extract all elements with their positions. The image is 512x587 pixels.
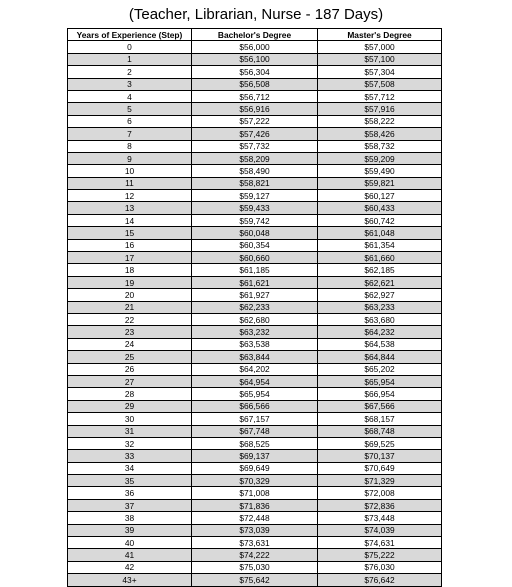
table-row <box>68 227 442 239</box>
bachelors-salary-cell: $60,354 <box>192 239 318 251</box>
table-row <box>68 152 442 164</box>
bachelors-salary-cell: $65,954 <box>192 388 318 400</box>
table-header-row <box>68 29 442 41</box>
masters-salary-cell: $74,039 <box>318 524 442 536</box>
masters-salary-cell: $60,433 <box>318 202 442 214</box>
table-row <box>68 202 442 214</box>
step-cell: 9 <box>68 152 192 164</box>
step-cell: 38 <box>68 512 192 524</box>
bachelors-salary-cell: $70,329 <box>192 475 318 487</box>
bachelors-salary-cell: $61,621 <box>192 276 318 288</box>
table-row <box>68 561 442 573</box>
masters-salary-cell: $59,490 <box>318 165 442 177</box>
masters-salary-cell: $63,233 <box>318 301 442 313</box>
masters-salary-cell: $70,649 <box>318 462 442 474</box>
table-row <box>68 165 442 177</box>
bachelors-salary-cell: $58,490 <box>192 165 318 177</box>
table-row <box>68 66 442 78</box>
masters-salary-cell: $62,621 <box>318 276 442 288</box>
masters-salary-cell: $64,232 <box>318 326 442 338</box>
step-cell: 20 <box>68 289 192 301</box>
table-row <box>68 41 442 53</box>
bachelors-salary-cell: $62,680 <box>192 313 318 325</box>
bachelors-salary-cell: $69,137 <box>192 450 318 462</box>
bachelors-salary-cell: $56,508 <box>192 78 318 90</box>
masters-salary-cell: $58,426 <box>318 128 442 140</box>
step-cell: 39 <box>68 524 192 536</box>
table-row <box>68 437 442 449</box>
table-row <box>68 524 442 536</box>
masters-salary-cell: $75,222 <box>318 549 442 561</box>
step-cell: 1 <box>68 53 192 65</box>
bachelors-salary-cell: $58,209 <box>192 152 318 164</box>
table-row <box>68 549 442 561</box>
masters-salary-cell: $74,631 <box>318 537 442 549</box>
bachelors-salary-cell: $56,000 <box>192 41 318 53</box>
step-cell: 43+ <box>68 574 192 586</box>
step-cell: 5 <box>68 103 192 115</box>
bachelors-salary-cell: $61,927 <box>192 289 318 301</box>
bachelors-salary-cell: $69,649 <box>192 462 318 474</box>
page-title: (Teacher, Librarian, Nurse - 187 Days) <box>128 6 384 23</box>
step-cell: 0 <box>68 41 192 53</box>
bachelors-salary-cell: $56,100 <box>192 53 318 65</box>
step-cell: 3 <box>68 78 192 90</box>
bachelors-salary-cell: $56,712 <box>192 90 318 102</box>
bachelors-salary-cell: $67,748 <box>192 425 318 437</box>
table-row <box>68 413 442 425</box>
step-cell: 11 <box>68 177 192 189</box>
bachelors-salary-cell: $59,433 <box>192 202 318 214</box>
table-row <box>68 351 442 363</box>
step-cell: 21 <box>68 301 192 313</box>
bachelors-salary-cell: $64,202 <box>192 363 318 375</box>
step-cell: 23 <box>68 326 192 338</box>
step-cell: 36 <box>68 487 192 499</box>
step-cell: 40 <box>68 537 192 549</box>
masters-salary-cell: $73,448 <box>318 512 442 524</box>
masters-salary-cell: $76,030 <box>318 561 442 573</box>
table-body <box>68 41 442 586</box>
bachelors-salary-cell: $56,916 <box>192 103 318 115</box>
step-cell: 4 <box>68 90 192 102</box>
bachelors-salary-cell: $63,844 <box>192 351 318 363</box>
step-cell: 31 <box>68 425 192 437</box>
table-row <box>68 190 442 202</box>
step-cell: 27 <box>68 375 192 387</box>
step-cell: 17 <box>68 252 192 264</box>
bachelors-salary-cell: $74,222 <box>192 549 318 561</box>
step-cell: 16 <box>68 239 192 251</box>
step-cell: 14 <box>68 214 192 226</box>
bachelors-salary-cell: $68,525 <box>192 437 318 449</box>
bachelors-salary-cell: $64,954 <box>192 375 318 387</box>
table-row <box>68 499 442 511</box>
step-cell: 2 <box>68 66 192 78</box>
masters-salary-cell: $64,538 <box>318 338 442 350</box>
table-row <box>68 450 442 462</box>
step-cell: 12 <box>68 190 192 202</box>
table-row <box>68 115 442 127</box>
table-row <box>68 425 442 437</box>
salary-schedule-table <box>67 28 442 587</box>
table-row <box>68 177 442 189</box>
masters-salary-cell: $69,525 <box>318 437 442 449</box>
table-row <box>68 537 442 549</box>
table-row <box>68 264 442 276</box>
bachelors-salary-cell: $57,426 <box>192 128 318 140</box>
bachelors-salary-cell: $56,304 <box>192 66 318 78</box>
table-row <box>68 475 442 487</box>
step-cell: 18 <box>68 264 192 276</box>
masters-salary-cell: $65,954 <box>318 375 442 387</box>
table-row <box>68 400 442 412</box>
bachelors-salary-cell: $57,732 <box>192 140 318 152</box>
masters-salary-cell: $60,127 <box>318 190 442 202</box>
bachelors-salary-cell: $59,127 <box>192 190 318 202</box>
table-row <box>68 78 442 90</box>
masters-salary-cell: $60,742 <box>318 214 442 226</box>
masters-salary-cell: $63,680 <box>318 313 442 325</box>
masters-salary-cell: $71,329 <box>318 475 442 487</box>
masters-salary-cell: $61,048 <box>318 227 442 239</box>
masters-salary-cell: $59,209 <box>318 152 442 164</box>
masters-salary-cell: $61,660 <box>318 252 442 264</box>
step-cell: 30 <box>68 413 192 425</box>
step-cell: 24 <box>68 338 192 350</box>
masters-salary-cell: $72,008 <box>318 487 442 499</box>
table-row <box>68 512 442 524</box>
bachelors-salary-cell: $63,232 <box>192 326 318 338</box>
table-row <box>68 487 442 499</box>
masters-salary-cell: $68,157 <box>318 413 442 425</box>
step-cell: 6 <box>68 115 192 127</box>
table-row <box>68 462 442 474</box>
masters-salary-cell: $62,185 <box>318 264 442 276</box>
step-cell: 19 <box>68 276 192 288</box>
table-row <box>68 53 442 65</box>
masters-salary-cell: $57,304 <box>318 66 442 78</box>
step-cell: 35 <box>68 475 192 487</box>
masters-salary-cell: $68,748 <box>318 425 442 437</box>
step-cell: 25 <box>68 351 192 363</box>
bachelors-salary-cell: $62,233 <box>192 301 318 313</box>
table-row <box>68 363 442 375</box>
table-row <box>68 301 442 313</box>
step-cell: 15 <box>68 227 192 239</box>
table-row <box>68 214 442 226</box>
column-header-years-of-experience: Years of Experience (Step) <box>68 29 192 41</box>
table-row <box>68 90 442 102</box>
masters-salary-cell: $62,927 <box>318 289 442 301</box>
table-row <box>68 252 442 264</box>
bachelors-salary-cell: $60,660 <box>192 252 318 264</box>
masters-salary-cell: $58,732 <box>318 140 442 152</box>
masters-salary-cell: $57,916 <box>318 103 442 115</box>
table-row <box>68 140 442 152</box>
masters-salary-cell: $72,836 <box>318 499 442 511</box>
step-cell: 37 <box>68 499 192 511</box>
table-row <box>68 338 442 350</box>
bachelors-salary-cell: $71,008 <box>192 487 318 499</box>
step-cell: 28 <box>68 388 192 400</box>
step-cell: 32 <box>68 437 192 449</box>
bachelors-salary-cell: $58,821 <box>192 177 318 189</box>
bachelors-salary-cell: $67,157 <box>192 413 318 425</box>
bachelors-salary-cell: $60,048 <box>192 227 318 239</box>
table-row <box>68 103 442 115</box>
table-row <box>68 388 442 400</box>
masters-salary-cell: $66,954 <box>318 388 442 400</box>
step-cell: 13 <box>68 202 192 214</box>
masters-salary-cell: $76,642 <box>318 574 442 586</box>
masters-salary-cell: $61,354 <box>318 239 442 251</box>
masters-salary-cell: $64,844 <box>318 351 442 363</box>
bachelors-salary-cell: $66,566 <box>192 400 318 412</box>
bachelors-salary-cell: $59,742 <box>192 214 318 226</box>
bachelors-salary-cell: $75,030 <box>192 561 318 573</box>
bachelors-salary-cell: $61,185 <box>192 264 318 276</box>
column-header-bachelors-degree: Bachelor's Degree <box>192 29 318 41</box>
table-row <box>68 128 442 140</box>
table-row <box>68 375 442 387</box>
step-cell: 29 <box>68 400 192 412</box>
bachelors-salary-cell: $73,039 <box>192 524 318 536</box>
table-row <box>68 276 442 288</box>
masters-salary-cell: $57,712 <box>318 90 442 102</box>
table-row <box>68 326 442 338</box>
step-cell: 7 <box>68 128 192 140</box>
masters-salary-cell: $57,508 <box>318 78 442 90</box>
step-cell: 22 <box>68 313 192 325</box>
bachelors-salary-cell: $75,642 <box>192 574 318 586</box>
masters-salary-cell: $58,222 <box>318 115 442 127</box>
step-cell: 10 <box>68 165 192 177</box>
column-header-masters-degree: Master's Degree <box>318 29 442 41</box>
step-cell: 34 <box>68 462 192 474</box>
masters-salary-cell: $57,000 <box>318 41 442 53</box>
bachelors-salary-cell: $63,538 <box>192 338 318 350</box>
masters-salary-cell: $70,137 <box>318 450 442 462</box>
masters-salary-cell: $65,202 <box>318 363 442 375</box>
bachelors-salary-cell: $57,222 <box>192 115 318 127</box>
masters-salary-cell: $57,100 <box>318 53 442 65</box>
step-cell: 33 <box>68 450 192 462</box>
bachelors-salary-cell: $73,631 <box>192 537 318 549</box>
masters-salary-cell: $67,566 <box>318 400 442 412</box>
step-cell: 26 <box>68 363 192 375</box>
bachelors-salary-cell: $71,836 <box>192 499 318 511</box>
step-cell: 8 <box>68 140 192 152</box>
bachelors-salary-cell: $72,448 <box>192 512 318 524</box>
table-row <box>68 239 442 251</box>
table-row <box>68 313 442 325</box>
step-cell: 41 <box>68 549 192 561</box>
table-row <box>68 289 442 301</box>
step-cell: 42 <box>68 561 192 573</box>
masters-salary-cell: $59,821 <box>318 177 442 189</box>
